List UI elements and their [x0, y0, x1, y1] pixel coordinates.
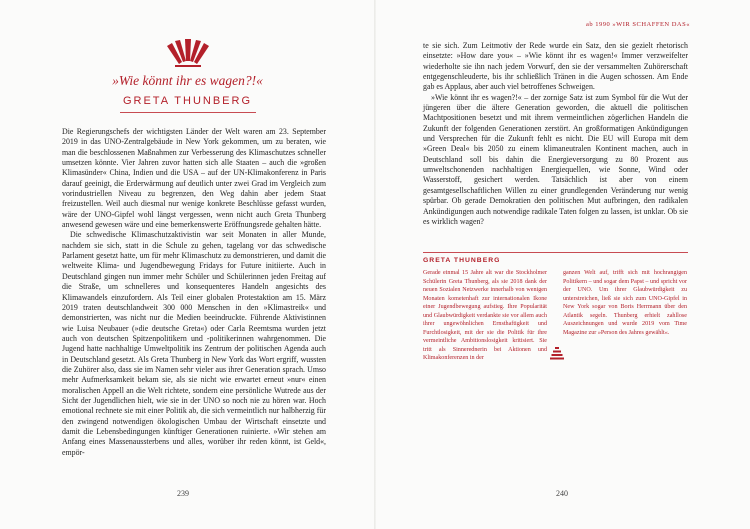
page-number-left: 239	[177, 489, 189, 498]
paragraph: te sie sich. Zum Leitmotiv der Rede wurde ein Satz, den sie gezielt rhetorisch einsetzte: »How dare you« – »Wie könnt ihr es wagen!« Immer verzweifelter wiederholte sie ihn nach jedem Vorwurf, den sie der versammelten Zuhörerschaft entgegenschleuderte, bis ihr schließlich Tränen in die Augen schossen. Am Ende gab es Applaus, aber auch viel betroffenes Schweigen.	[423, 41, 688, 92]
paragraph: Die Regierungschefs der wichtigsten Länder der Welt waren am 23. September 2019 in das UNO-Zentralgebäude in New York gekommen, um zu beraten, wie man die beschlossenen Maßnahmen zur Verbesserung des Klimaschutzes schneller umsetzen könnte. Vier Jahren zuvor hatten sich alle Staaten – auch die »großen Klimasünder« China, Indien und die USA – auf der UN-Klimakonferenz in Paris darauf geeinigt, die Erderwärmung auf deutlich unter zwei Grad im Vergleich zum vorindustriellen Niveau zu begrenzen, den Weg dahin aber jedem Staat freizustellen. Weil auch diesmal nur wenige konkrete Beschlüsse gefasst wurden, wäre der UNO-Gipfel wohl längst vergessen, wenn nicht auch Greta Thunberg anwesend gewesen wäre und eine bemerkenswerte Eröffnungsrede gehalten hätte.	[62, 127, 326, 230]
page-number-right: 240	[556, 489, 568, 498]
right-body-text	[423, 41, 688, 227]
box-column-1: Gerade einmal 15 Jahre alt war die Stockholmer Schülerin Greta Thunberg, als sie 2018 dank der neuen Sozialen Netzwerke innerhalb von wenigen Monaten kometenhaft zur internationalen Ikone einer Jugendbewegung aufstieg. Ihre Popularität und Glaubwürdigkeit verdankte sie vor allem auch ihrer ungewöhnlichen Ernsthaftigkeit und Furchtlosigkeit, mit der sie die Politik für ihre vermeintliche Ambitionslosigkeit kritisiert. Sie tritt als Sinnerednerin bei Aktionen und Klimakonferenzen in der	[423, 270, 547, 362]
box-column-2: ganzen Welt auf, trifft sich mit hochrangigen Politikern – und sogar dem Papst – und spricht vor der UNO. Um ihrer Glaubwürdigkeit zu unterstreichen, ließ sie sich zum UNO-Gipfel in New York sogar von Boris Herrmann über den Atlantik segeln. Thunberg erhielt zahllose Auszeichnungen und wurde 2019 vom Time Magazine zur »Person des Jahres gewählt«.	[563, 270, 687, 336]
author-name: GRETA THUNBERG	[122, 95, 253, 107]
quote-title: »Wie könnt ihr es wagen?!«	[112, 73, 263, 88]
stacked-bars-end-mark-icon	[550, 346, 564, 360]
paragraph: »Wie könnt ihr es wagen?!« – der zornige Satz ist zum Symbol für die Wut der jüngeren über die ältere Generation geworden, die aktuell die politischen Machtpositionen besetzt und mit ihrem vermeintlichen zögerlichen Handeln die Zukunft der folgenden Generationen zerstört. An großformatigen Ankündigungen und Versprechen für die Zukunft fehlt es nicht. Die EU will Europa mit dem »Green Deal« bis 2050 zu einem klimaneutralen Kontinent machen, auch in Deutschland soll bis dahin die Energieversorgung zu 80 Prozent aus umweltschonenden nachhaltigen Energiequellen, wie Sonne, Wind oder Wasserstoff, gesichert werden. Tatsächlich ist aber von einem gesamtgesellschaftlichen Willen zu einer grundlegenden Veränderung nur wenig spürbar. Ob gerade Demokratien den politischen Mut aufbringen, den radikalen Ankündigungen auch notwendige radikale Taten folgen zu lassen, ist unklar. Ob sie es wirklich wagen?	[423, 92, 688, 226]
left-body-text	[62, 127, 326, 458]
box-divider	[423, 252, 688, 253]
paragraph: Die schwedische Klimaschutzaktivistin war seit Monaten in aller Munde, nachdem sie sich, statt in die Schule zu gehen, tagelang vor das schwedische Parlament gesetzt hatte, um für mehr Klimaschutz zu demonstrieren, und damit die weltweite Klima- und Jugendbewegung Fridays for Future initiierte. Auch in Deutschland gingen nun immer mehr Schüler und Schülerinnen jeden Freitag auf die Straße, um schnelleres und konsequenteres Handeln angesichts des Klimawandels einzufordern. Als Teil einer globalen Protestaktion am 15. März 2019 traten deutschlandweit 300 000 Menschen in den »Klimastreik« und demonstrierten, was nicht nur die Medien beeindruckte. Führende Aktivistinnen wie Luisa Neubauer (»die deutsche Greta«) oder Carla Reemtsma wurden jetzt auch von deutschen Spitzenpolitikern und -politikerinnen wahrgenommen. Die Jugend hatte nachhaltige Umweltpolitik ins Zentrum der politischen Agenda auch in Deutschland gesetzt. Als Greta Thunberg in New York das Wort ergriff, wussten die Zuhörer also, dass sie im Namen sehr vieler aus ihrer Generation sprach. Umso mehr Aufmerksamkeit bekam sie, als sie nicht wie erwartet erneut »nur« einen moralischen Appell an die Welt richtete, sondern eine persönliche Wutrede aus der Sicht der Jugendlichen hielt, wie sie in der UNO so noch nie zu hören war. Hoch emotional rechnete sie mit einer Politik ab, die sich vermeintlich nur halbherzig für den zwingend notwendigen ökologischen Umbau der Wirtschaft einsetzte und damit die Lebensbedingungen künftiger Generationen ruinierte. »Wir stehen am Anfang eines Massenaussterbens und alles, worüber ihr reden könnt, ist Geld«, empör-	[62, 230, 326, 457]
running-head: ab 1990 »WIR SCHAFFEN DAS«	[585, 21, 690, 28]
box-heading: GRETA THUNBERG	[423, 257, 501, 264]
red-fan-logo-icon	[163, 38, 213, 68]
author-divider	[120, 112, 256, 113]
